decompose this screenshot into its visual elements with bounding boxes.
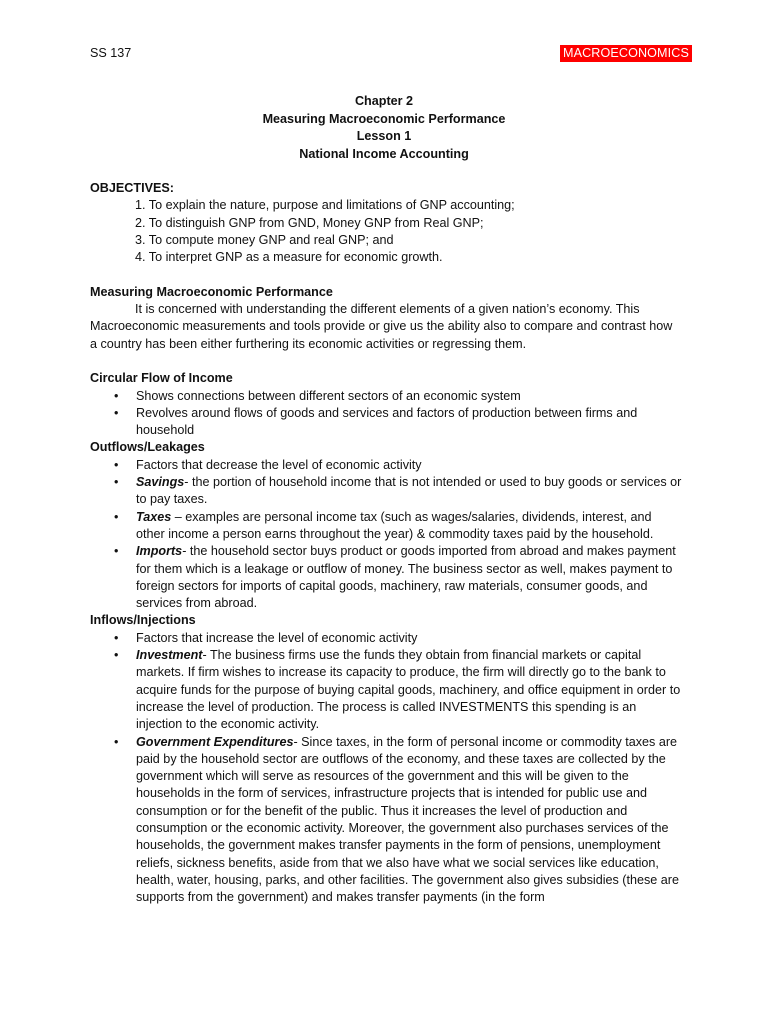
- subject-badge: MACROECONOMICS: [560, 45, 692, 62]
- list-item: • Taxes – examples are personal income tax (such as wages/salaries, dividends, interest, and other income a person earns throughout the year) & commodity taxes paid by the household.: [114, 509, 654, 541]
- bullet-icon: •: [114, 405, 119, 420]
- term-savings: Savings: [136, 475, 185, 490]
- bullet-icon: •: [114, 630, 119, 645]
- title-block: [0, 93, 768, 163]
- document-body: [90, 180, 682, 906]
- bullet-icon: •: [114, 509, 119, 524]
- term-government-expenditures: Government Expenditures: [136, 734, 294, 749]
- bullet-icon: •: [114, 734, 119, 749]
- objective-item: 3. To compute money GNP and real GNP; and: [135, 232, 394, 247]
- inflows-list: [90, 630, 682, 907]
- objectives-list: [135, 197, 682, 266]
- lesson-label: Lesson 1: [356, 129, 412, 143]
- list-item: • Imports- the household sector buys product or goods imported from abroad and makes payment for them which is a leakage or outflow of money. The business sector as well, makes payment to foreign sectors for imports of capital goods, machinery, raw materials, consumer goods, and services from abroad.: [114, 544, 676, 611]
- measuring-paragraph: It is concerned with understanding the different elements of a given nation’s economy. This Macroeconomic measurements and tools provide or give us the ability also to compare and contrast how a country has been either furthering its economic activities or regressing them.: [90, 302, 673, 351]
- list-item: • Factors that decrease the level of economic activity: [90, 457, 682, 474]
- list-item: • Shows connections between different sectors of an economic system: [90, 388, 682, 405]
- list-item: • Savings- the portion of household income that is not intended or used to buy goods or services or to pay taxes.: [114, 475, 682, 507]
- outflows-list: [90, 457, 682, 613]
- lesson-title: National Income Accounting: [299, 146, 469, 161]
- objective-item: 4. To interpret GNP as a measure for economic growth.: [135, 250, 443, 265]
- bullet-icon: •: [114, 544, 119, 559]
- bullet-icon: •: [114, 475, 119, 490]
- bullet-icon: •: [114, 457, 119, 472]
- list-item: • Investment- The business firms use the funds they obtain from financial markets or capital markets. If firm wishes to increase its capacity to produce, the firm will directly go to the bank to acquire funds for the purpose of buying capital goods, machinery, and office equipment in order to increase the level of production. The process is called INVESTMENTS this spending is an injection to the economic activity.: [114, 648, 681, 732]
- chapter-title: Measuring Macroeconomic Performance: [262, 111, 506, 126]
- objectives-heading: OBJECTIVES:: [90, 181, 174, 195]
- circular-flow-heading: Circular Flow of Income: [90, 371, 233, 386]
- term-taxes: Taxes: [136, 509, 172, 524]
- measuring-heading: Measuring Macroeconomic Performance: [90, 284, 333, 299]
- bullet-icon: •: [114, 388, 119, 403]
- objective-item: 2. To distinguish GNP from GND, Money GNP from Real GNP;: [135, 215, 484, 230]
- objective-item: 1. To explain the nature, purpose and limitations of GNP accounting;: [135, 198, 515, 213]
- list-item: • Government Expenditures- Since taxes, in the form of personal income or commodity taxes are paid by the household sector are outflows of the economy, and these taxes are collected by the government which will serve as resources of the government and this will be given to the households in the form of services, infrastructure projects that is intended for public use and consumption or for the benefit of the public. Thus it increases the level of production and consumption or the economic activity. Moreover, the government also purchases services of the households, the government makes transfer payments in the form of pensions, unemployment reliefs, sickness benefits, aside from that we also have what we social services like education, health, water, housing, parks, and other facilities. The government also gives subsidies (these are supports from the government) and makes transfer payments (in the form: [114, 734, 680, 905]
- inflows-heading: Inflows/Injections: [90, 613, 196, 628]
- list-item: • Revolves around flows of goods and services and factors of production between firms and household: [114, 405, 638, 438]
- term-imports: Imports: [136, 544, 183, 559]
- bullet-icon: •: [114, 648, 119, 663]
- outflows-heading: Outflows/Leakages: [90, 440, 205, 455]
- chapter-label: Chapter 2: [354, 94, 414, 108]
- list-item: • Factors that increase the level of economic activity: [90, 630, 682, 647]
- course-code: SS 137: [90, 46, 132, 60]
- term-investment: Investment: [136, 648, 203, 663]
- circular-flow-list: [90, 388, 682, 440]
